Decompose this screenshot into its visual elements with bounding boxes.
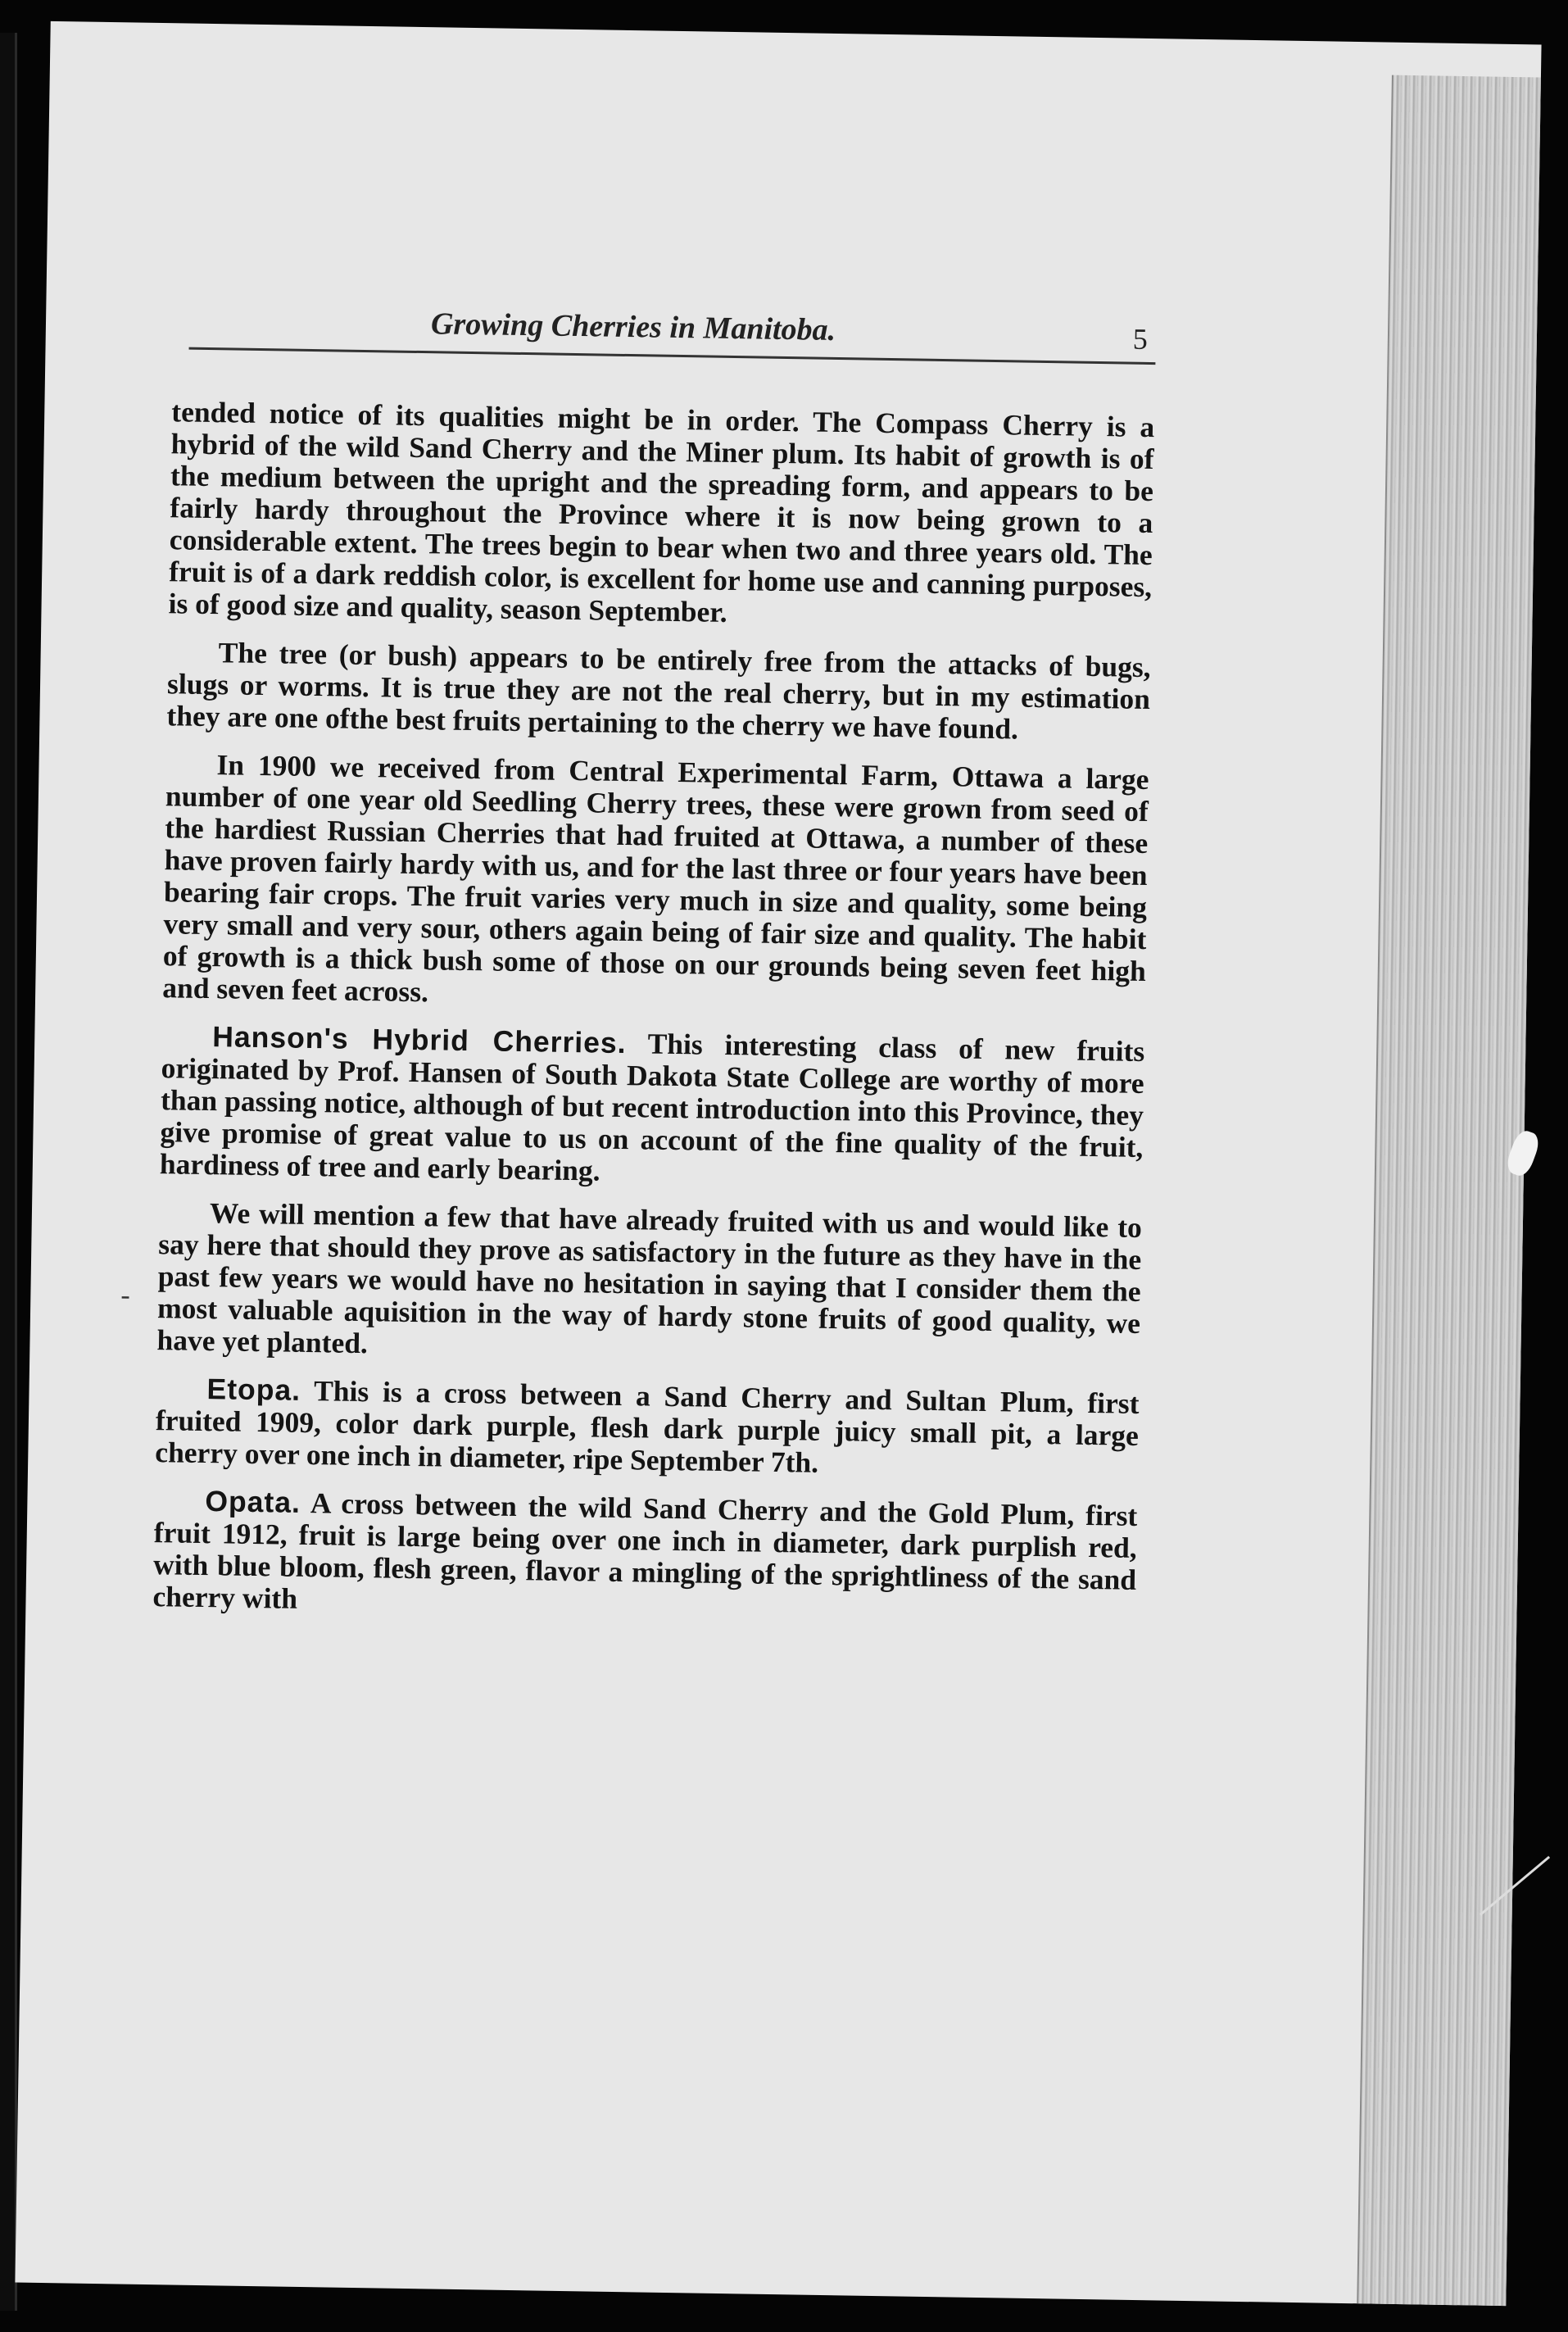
- paragraph-heading: Opata.: [205, 1485, 301, 1519]
- paragraph-text: This interesting class of new fruits originated by Prof. Hansen of South Dakota State College are worthy of more than passing notice, although of but recent introduction into this Province, they give promise of great value to us on account of the fine quality of the fruit, hardiness of tree and early bearing.: [159, 1027, 1145, 1187]
- paragraph: [155, 1372, 1140, 1484]
- paragraph: [152, 1485, 1137, 1628]
- margin-mark: -: [120, 1280, 130, 1311]
- book-page: [15, 21, 1541, 2306]
- paragraph: [168, 396, 1154, 635]
- paragraph: [166, 636, 1151, 747]
- paragraph-heading: Hanson's Hybrid Cherries.: [212, 1020, 627, 1060]
- header-rule: [189, 347, 1156, 365]
- paragraph: [162, 748, 1149, 1019]
- paragraph: [160, 1020, 1145, 1195]
- page-header: [188, 302, 1156, 375]
- paragraph-text: The tree (or bush) appears to be entirely free from the attacks of bugs, slugs or worms. It is true they are not the real cherry, but in my estimation they are one ofthe best fruits pertaining to the cherry we have found.: [166, 636, 1151, 746]
- paragraph-text: tended notice of its qualities might be in order. The Compass Cherry is a hybrid of the wild Sand Cherry and the Miner plum. Its habit of growth is of the medium between the upright and the spreading form, and appears to be fairly hardy throughout the Province where it is now being grown to a considerable extent. The trees begin to bear when two and three years old. The fruit is of a dark reddish color, is excellent for home use and canning purposes, is of good size and quality, season September.: [168, 395, 1155, 628]
- paragraph-heading: Etopa.: [206, 1372, 301, 1407]
- paragraph: [156, 1196, 1142, 1372]
- paragraph-text: We will mention a few that have already fruited with us and would like to say here that should they prove as satisfactory in the future as they have in the past few years we would have no hesitation in saying that I consider them the most valuable aquisition in the way of hardy stone fruits of good quality, we have yet planted.: [156, 1196, 1143, 1360]
- paragraph-text: This is a cross between a Sand Cherry and Sultan Plum, first fruited 1909, color dark purple, flesh dark purple juicy small pit, a large cherry over one inch in diameter, ripe September 7th.: [155, 1373, 1140, 1479]
- body-text: [152, 396, 1154, 1645]
- paragraph-text: In 1900 we received from Central Experimental Farm, Ottawa a large number of one year old Seedling Cherry trees, these were grown from seed of the hardiest Russian Cherries that had fruited at Ottawa, a number of these have proven fairly hardy with us, and for the last three or four years have been bearing fair crops. The fruit varies very much in size and quality, some being very small and very sour, others again being of fair size and quality. The habit of growth is a thick bush some of those on our grounds being seven feet high and seven feet across.: [161, 748, 1149, 1009]
- binding-edge: [0, 33, 17, 2311]
- paragraph-text: A cross between the wild Sand Cherry and the Gold Plum, first fruit 1912, fruit is large being over one inch in diameter, dark purplish red, with blue bloom, flesh green, flavor a mingling of the sprightliness of the sand cherry with: [152, 1486, 1138, 1615]
- running-title: Growing Cherries in Manitoba.: [430, 306, 836, 347]
- page-number: 5: [1132, 322, 1149, 356]
